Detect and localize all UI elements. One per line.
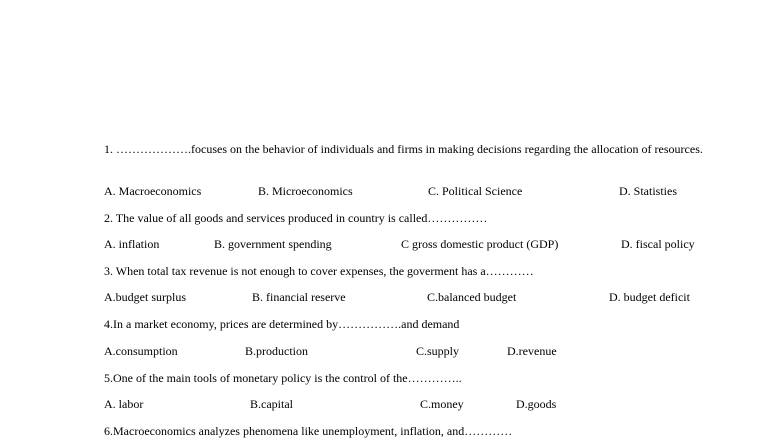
question-1-options [0, 183, 784, 199]
option-a: A.budget surplus [104, 290, 186, 304]
option-c: C.balanced budget [427, 290, 517, 304]
option-c: C gross domestic product (GDP) [401, 237, 559, 251]
question-5: 5.One of the main tools of monetary policy is the control of the………….. [104, 371, 462, 385]
option-a: A. labor [104, 397, 144, 411]
option-d: D. fiscal policy [621, 237, 695, 251]
question-1: 1. ……………….focuses on the behavior of individuals and firms in making decisions regarding the allocation of resources. [104, 142, 703, 156]
option-c: C.supply [416, 344, 460, 358]
option-b: B.capital [250, 397, 293, 411]
question-3-options [0, 289, 784, 305]
option-d: D.revenue [507, 344, 557, 358]
question-5-options [0, 396, 784, 412]
question-3: 3. When total tax revenue is not enough to cover expenses, the goverment has a………… [104, 264, 534, 278]
option-b: B. government spending [214, 237, 332, 251]
option-a: A. Macroeconomics [104, 184, 202, 198]
option-a: A. inflation [104, 237, 160, 251]
question-6: 6.Macroeconomics analyzes phenomena like unemployment, inflation, and………… [104, 424, 513, 438]
option-d: D. Statisties [619, 184, 678, 198]
option-b: B. financial reserve [252, 290, 346, 304]
option-b: B. Microeconomics [258, 184, 353, 198]
option-c: C.money [420, 397, 464, 411]
question-2-options [0, 236, 784, 252]
option-c: C. Political Science [428, 184, 523, 198]
option-d: D.goods [516, 397, 557, 411]
option-b: B.production [245, 344, 308, 358]
question-4: 4.In a market economy, prices are determined by…………….and demand [104, 317, 460, 331]
question-2: 2. The value of all goods and services produced in country is called…………… [104, 211, 488, 225]
option-d: D. budget deficit [609, 290, 690, 304]
option-a: A.consumption [104, 344, 178, 358]
question-4-options [0, 343, 784, 359]
